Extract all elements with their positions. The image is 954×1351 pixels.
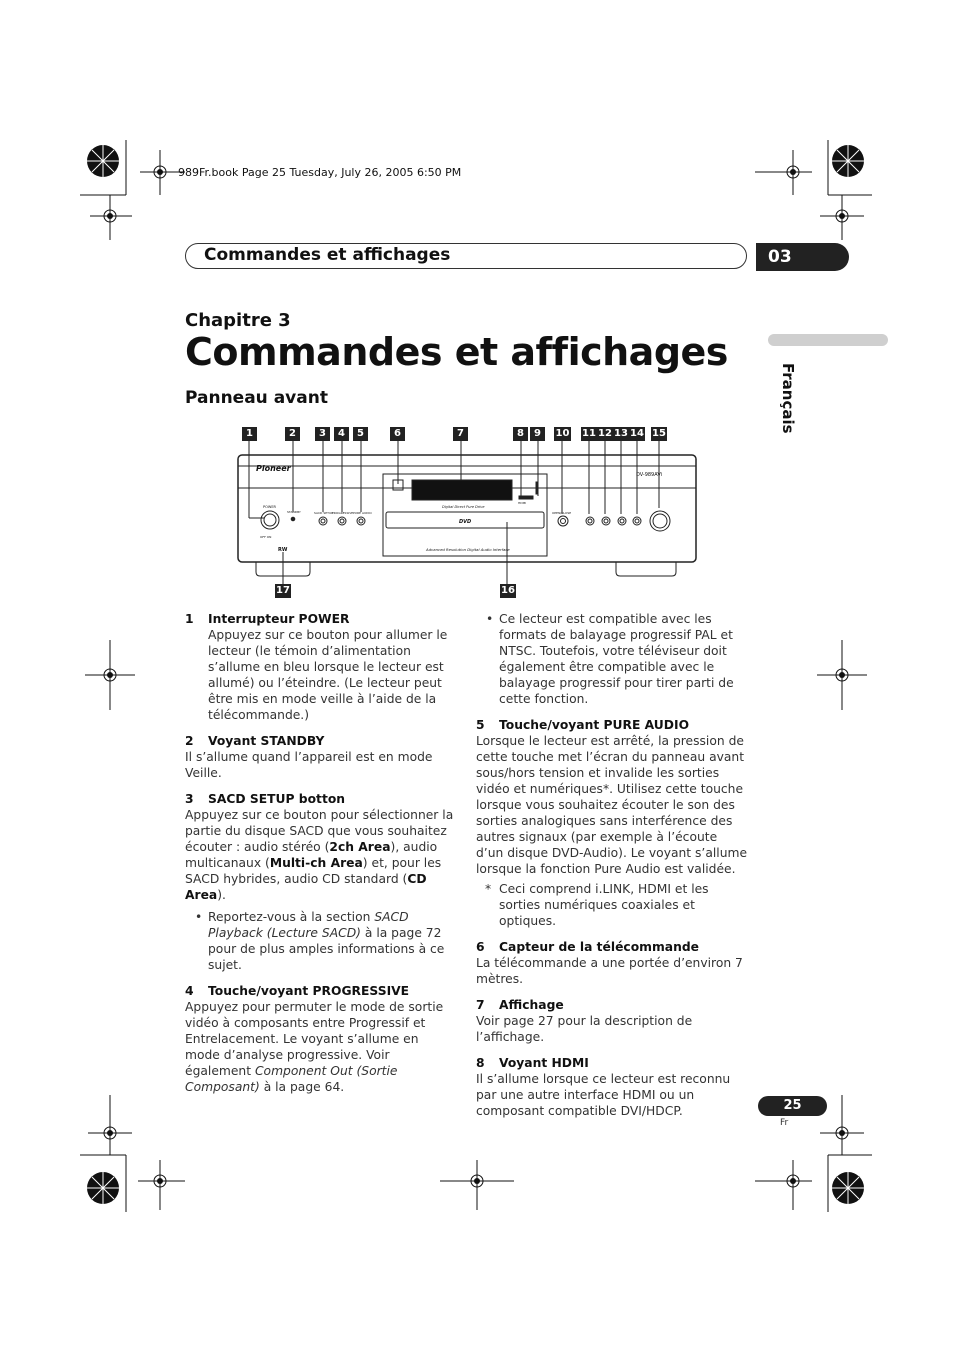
item-3-heading: 3 SACD SETUP botton — [185, 792, 346, 806]
item-3-body: Appuyez sur ce bouton pour sélectionner la partie du disque SACD que vous souhaitez écouter : audio stéréo (2ch Area), audio multicanaux (Multi-ch Area) et, pour les SACD hybrides, audio CD standard (CD Area). — [185, 808, 454, 902]
item-8-heading: 8 Voyant HDMI — [476, 1056, 589, 1070]
item-3-bullet: • Reportez-vous à la section SACD Playback (Lecture SACD) à la page 72 pour de plus amples informations à ce sujet. — [195, 910, 445, 972]
item-1-body: Appuyez sur ce bouton pour allumer le lecteur (le témoin d’alimentation s’allume en bleu lorsque le lecteur est allumé) ou l’éteindre. (Le lecteur peut être mis en mode veille à l’aide de la télécommande.) — [208, 628, 448, 722]
item-4-body: Appuyez pour permuter le mode de sortie vidéo à composants entre Progressif et Entrelacement. Le voyant s’allume en mode d’analyse progressive. Voir également Component Out (Sortie Composant) à la page 64. — [185, 1000, 444, 1094]
chapter-label: Chapitre 3 — [185, 310, 291, 331]
item-1-heading: 1 Interrupteur POWER — [185, 612, 350, 626]
pure-audio-label: PURE AUDIO — [353, 511, 372, 515]
item-7-body: Voir page 27 pour la description de l’affichage. — [476, 1014, 693, 1044]
hdmi-label: HDMI — [518, 501, 527, 505]
item-8-body: Il s’allume lorsque ce lecteur est reconnu par une autre interface HDMI ou un composant compatible DVI/HDCP. — [476, 1072, 731, 1118]
callout-8: 8 — [513, 427, 528, 441]
dvd-logo: DVD — [459, 519, 472, 525]
callout-17: 17 — [276, 585, 290, 596]
item-7-heading: 7 Affichage — [476, 998, 564, 1012]
callout-13: 13 — [614, 428, 628, 439]
callout-9: 9 — [530, 427, 545, 441]
open-close-label: OPEN/CLOSE — [552, 511, 572, 515]
callout-5: 5 — [353, 427, 368, 441]
page-number: 25 — [758, 1096, 827, 1116]
item-2-heading: 2 Voyant STANDBY — [185, 734, 325, 748]
progressive-bullet: • Ce lecteur est compatible avec les formats de balayage progressif PAL et NTSC. Toutefois, votre téléviseur doit également être compatible avec le balayage progressif pour tirer parti de cette fonction. — [486, 612, 734, 706]
item-6-heading: 6 Capteur de la télécommande — [476, 940, 699, 954]
chapter-number-badge: 03 — [756, 243, 849, 271]
front-panel-figure — [236, 440, 698, 585]
standby-label: STANDBY — [287, 510, 301, 514]
left-column — [185, 611, 455, 1095]
item-5-body: Lorsque le lecteur est arrêté, la pression de cette touche met l’écran du panneau avant sous/hors tension et invalide les sorties vidéo et numériques*. Utilisez cette touche lorsque vous souhaitez écouter le son des sorties analogiques sans interférence des autres signaux (par exemple à l’écoute d’un disque DVD-Audio). Le voyant s’allume lorsque la fonction Pure Audio est validée. — [476, 734, 748, 876]
item-5-heading: 5 Touche/voyant PURE AUDIO — [476, 718, 690, 732]
callout-12: 12 — [598, 428, 612, 439]
item-4-heading: 4 Touche/voyant PROGRESSIVE — [185, 984, 410, 998]
callout-11: 11 — [582, 428, 596, 439]
book-info: 989Fr.book Page 25 Tuesday, July 26, 2005 6:50 PM — [178, 166, 462, 179]
callout-1: 1 — [242, 427, 257, 441]
callout-6: 6 — [390, 427, 405, 441]
callout-10: 10 — [555, 428, 570, 439]
item-5-note: * Ceci comprend i.LINK, HDMI et les sorties numériques coaxiales et optiques. — [485, 882, 709, 928]
model-label: DV-989AVi — [636, 472, 663, 478]
disc-caption: Digital Direct Pure Drive — [442, 505, 485, 509]
callout-7: 7 — [453, 427, 468, 441]
callout-15: 15 — [652, 428, 666, 439]
language-tab-label: Français — [779, 363, 797, 434]
callout-2: 2 — [285, 427, 300, 441]
page-language: Fr — [780, 1118, 789, 1128]
power-label: POWER — [263, 505, 276, 509]
item-2-body: Il s’allume quand l’appareil est en mode Veille. — [185, 750, 433, 780]
language-tab-bar — [768, 334, 888, 346]
callout-3: 3 — [315, 427, 330, 441]
progressive-label: PROGRESSIVE — [332, 511, 354, 515]
callout-16: 16 — [501, 585, 515, 596]
right-column — [476, 611, 748, 1119]
item-6-body: La télécommande a une portée d’environ 7 mètres. — [476, 956, 743, 986]
section-title: Panneau avant — [185, 388, 328, 408]
page-title: Commandes et affichages — [185, 330, 728, 374]
off-on-label: OFF ON — [260, 535, 272, 539]
rw-logo: RW — [278, 547, 288, 553]
sacd-setup-label: SACD SETUP — [314, 511, 333, 515]
header-title: Commandes et affichages — [204, 245, 451, 265]
callout-4: 4 — [334, 427, 349, 441]
brand-logo: Pioneer — [256, 464, 291, 473]
callout-14: 14 — [630, 428, 644, 439]
interface-caption: Advanced Resolution Digital Audio Interface — [426, 547, 510, 552]
